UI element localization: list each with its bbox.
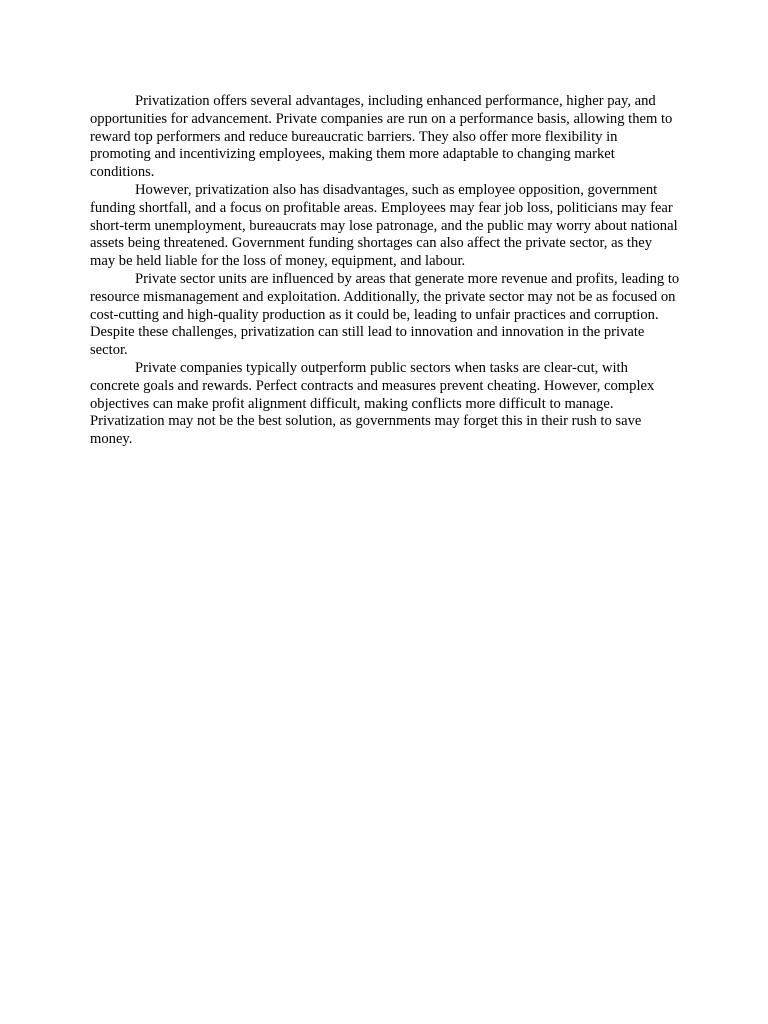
paragraph-private-sector-units: Private sector units are influenced by areas that generate more revenue and profits, leading to resource mismanagement and exploitation. Additionally, the private sector may not be as focused on cost-cutting and high-quality production as it could be, leading to unfair practices and corruption. Despite these challenges, privatization can still lead to innovation and innovation in the private sector. [90,270,680,359]
paragraph-disadvantages: However, privatization also has disadvantages, such as employee opposition, government funding shortfall, and a focus on profitable areas. Employees may fear job loss, politicians may fear short-term unemployment, bureaucrats may lose patronage, and the public may worry about national assets being threatened. Government funding shortages can also affect the private sector, as they may be held liable for the loss of money, equipment, and labour. [90,181,678,270]
document-body [90,93,680,449]
paragraph-conclusion: Private companies typically outperform public sectors when tasks are clear-cut, with concrete goals and rewards. Perfect contracts and measures prevent cheating. However, complex objectives can make profit alignment difficult, making conflicts more difficult to manage. Privatization may not be the best solution, as governments may forget this in their rush to save money. [90,359,655,448]
paragraph-advantages: Privatization offers several advantages, including enhanced performance, higher pay, and opportunities for advancement. Private companies are run on a performance basis, allowing them to reward top performers and reduce bureaucratic barriers. They also offer more flexibility in promoting and incentivizing employees, making them more adaptable to changing market conditions. [90,93,673,181]
